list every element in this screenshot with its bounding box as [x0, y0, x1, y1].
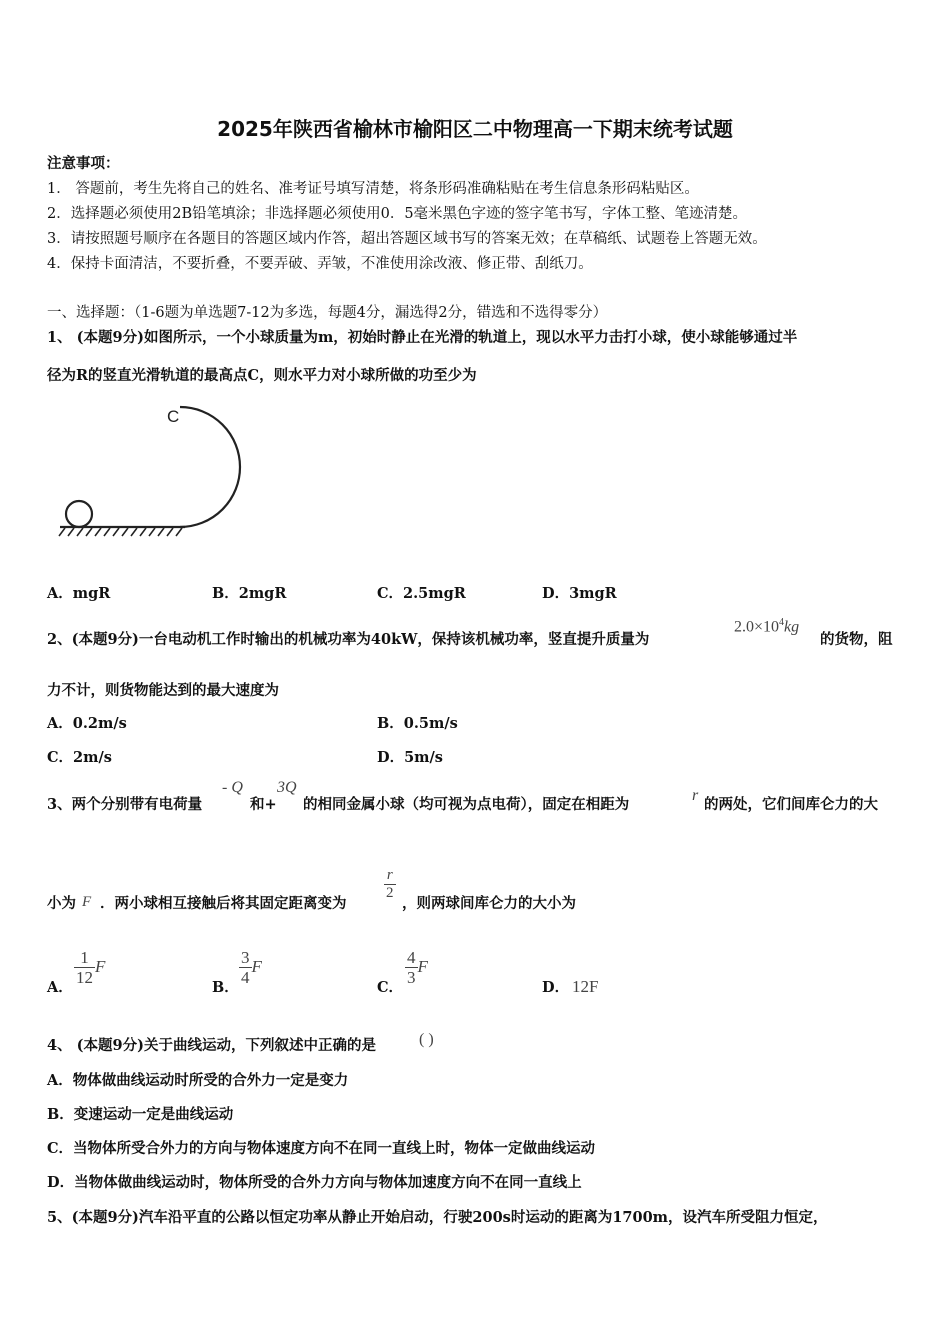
force-symbol: F: [251, 957, 262, 976]
notice-heading: 注意事项：: [47, 155, 120, 172]
mass-exponent: 4: [779, 617, 785, 628]
ground-hatching: [59, 528, 182, 536]
q3-option-b-label: B．: [212, 979, 239, 996]
q4-option-c: C．当物体所受合外力的方向与物体速度方向不在同一直线上时，物体一定做曲线运动: [47, 1140, 596, 1157]
q1-option-d: D．3mgR: [542, 585, 617, 602]
section-heading: 一、选择题：（1-6题为单选题7-12为多选，每题4分，漏选得2分，错选和不选得零分）: [47, 305, 608, 321]
q2-option-d: D．5m/s: [377, 749, 443, 766]
q2-line-2: 力不计，则货物能达到的最大速度为: [47, 682, 279, 699]
fraction-denominator: 4: [241, 968, 250, 987]
q1-line-2: 径为R的竖直光滑轨道的最高点C，则水平力对小球所做的功至少为: [47, 367, 477, 384]
q5-stem: 5、(本题9分)汽车沿平直的公路以恒定功率从静止开始启动，行驶200s时运动的距离为1700m，设汽车所受阻力恒定，: [47, 1209, 828, 1226]
notice-item-1: 1． 答题前，考生先将自己的姓名、准考证号填写清楚，将条形码准确粘贴在考生信息条形码粘贴区。: [47, 181, 699, 197]
figure-label-c: C: [167, 407, 180, 426]
mass-coefficient: 2.0×10: [734, 618, 780, 636]
fraction-numerator: r: [384, 867, 396, 885]
q1-option-c: C．2.5mgR: [377, 585, 466, 602]
loop-track: [180, 407, 240, 527]
fraction-denominator: 12: [76, 968, 93, 987]
q1-track-figure: [55, 400, 255, 540]
q3-option-a-label: A．: [47, 979, 73, 996]
q3-charge-1: - Q: [222, 779, 243, 796]
fraction-numerator: 1: [74, 948, 95, 968]
notice-item-2: 2．选择题必须使用2B铅笔填涂；非选择题必须使用0．5毫米黑色字迹的签字笔书写，字体工整、笔迹清楚。: [47, 206, 748, 222]
notice-item-4: 4．保持卡面清洁，不要折叠，不要弄破、弄皱，不准使用涂改液、修正带、刮纸刀。: [47, 256, 593, 272]
q3-text-c: 的相同金属小球（均可视为点电荷），固定在相距为: [303, 796, 630, 813]
force-symbol: F: [95, 957, 106, 976]
q1-line-1: 1、 (本题9分)如图所示，一个小球质量为m，初始时静止在光滑的轨道上，现以水平力击打小球，使小球能够通过半: [47, 329, 798, 346]
mass-unit: kg: [784, 618, 800, 636]
q3-text-a: 3、两个分别带有电荷量: [47, 796, 203, 813]
q2-line-1b: 的货物，阻: [820, 631, 893, 648]
q4-option-d: D．当物体做曲线运动时，物体所受的合外力方向与物体加速度方向不在同一直线上: [47, 1174, 582, 1191]
q3-text-e: 小为: [47, 895, 76, 912]
q3-text-f: ．两小球相互接触后将其固定距离变为: [100, 895, 347, 912]
q2-line-1a: 2、(本题9分)一台电动机工作时输出的机械功率为40kW，保持该机械功率，竖直提升质量为: [47, 631, 650, 648]
q3-force-f: F: [82, 894, 92, 910]
q2-option-a: A．0.2m/s: [47, 715, 127, 732]
q1-option-b: B．2mgR: [212, 585, 287, 602]
q4-option-a: A．物体做曲线运动时所受的合外力一定是变力: [47, 1072, 349, 1089]
notice-item-3: 3．请按照题号顺序在各题目的答题区域内作答，超出答题区域书写的答案无效；在草稿纸、试题卷上答题无效。: [47, 231, 767, 247]
q3-option-b-value: [239, 948, 262, 987]
q2-mass-value: [734, 617, 799, 636]
q3-option-c-label: C．: [377, 979, 404, 996]
ball: [66, 501, 92, 527]
fraction-numerator: 3: [241, 948, 250, 967]
page-title: 2025年陕西省榆林市榆阳区二中物理高一下期末统考试题: [217, 117, 733, 141]
q1-option-a: A．mgR: [47, 585, 111, 602]
q4-option-b: B．变速运动一定是曲线运动: [47, 1106, 234, 1123]
q2-option-c: C．2m/s: [47, 749, 112, 766]
q3-option-a-value: [74, 948, 105, 987]
q3-text-d: 的两处，它们间库仑力的大: [704, 796, 878, 813]
q3-option-d-value: 12F: [572, 977, 599, 996]
q4-stem: 4、 (本题9分)关于曲线运动，下列叙述中正确的是: [47, 1037, 376, 1054]
q3-half-distance: [384, 867, 396, 902]
q2-option-b: B．0.5m/s: [377, 715, 458, 732]
q3-text-g: ，则两球间库仑力的大小为: [402, 895, 576, 912]
q3-distance-r: r: [692, 787, 699, 804]
q3-option-c-value: [405, 948, 428, 987]
fraction-numerator: 4: [407, 948, 416, 967]
q3-option-d-label: D．: [542, 979, 570, 996]
fraction-denominator: 2: [386, 885, 394, 901]
q4-answer-paren: ( ): [419, 1031, 434, 1048]
fraction-denominator: 3: [407, 968, 416, 987]
force-symbol: F: [417, 957, 428, 976]
q3-text-b: 和+: [250, 796, 277, 813]
q3-charge-2: 3Q: [277, 779, 297, 796]
